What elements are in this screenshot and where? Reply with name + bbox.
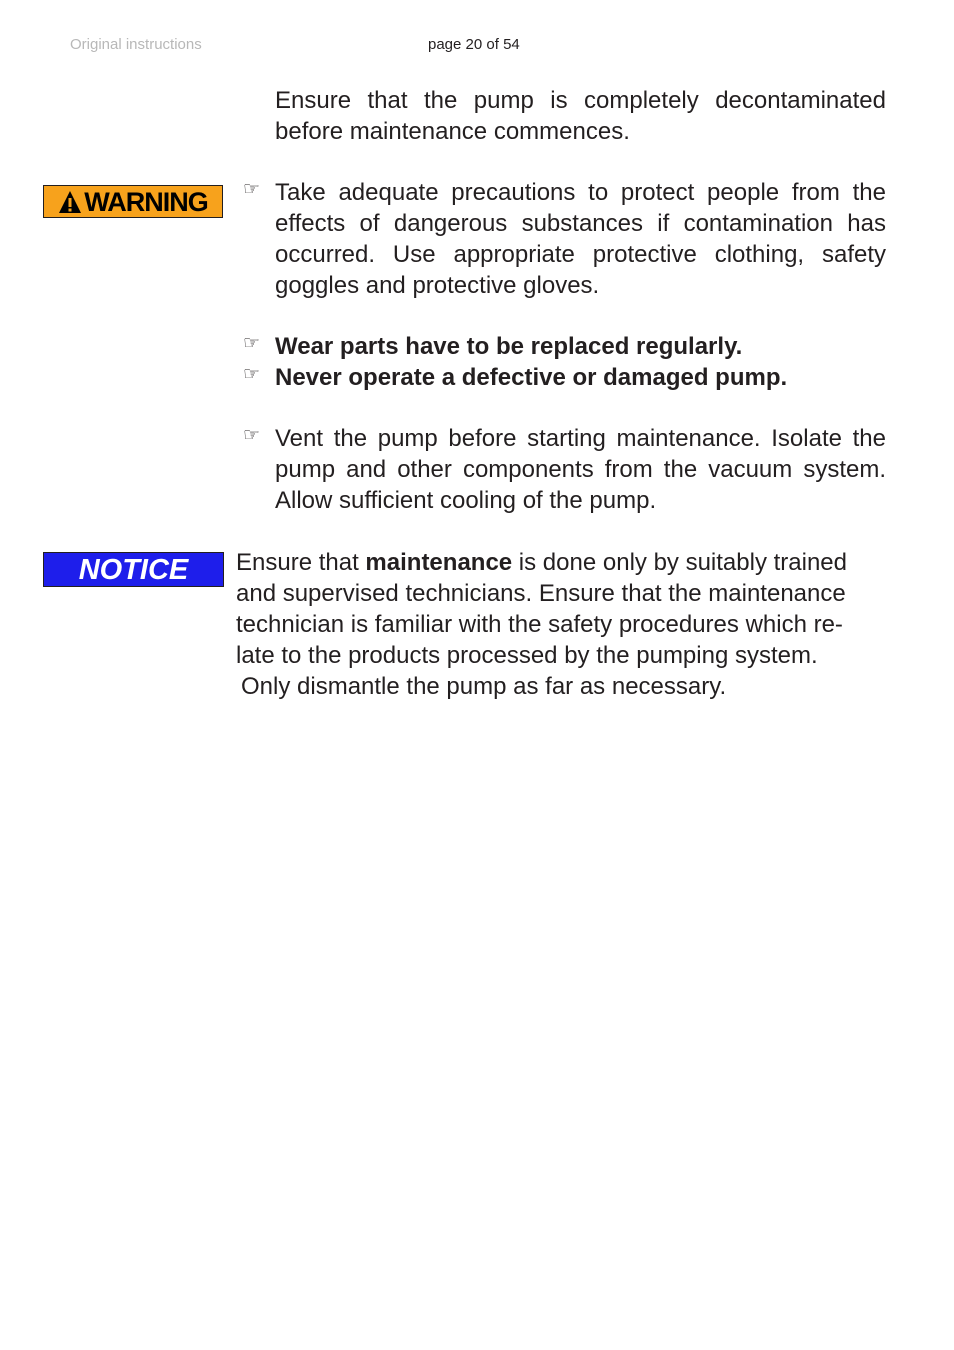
- pointing-hand-icon: ☞: [243, 424, 261, 446]
- page-number: page 20 of 54: [428, 36, 520, 53]
- notice-line-3: technician is familiar with the safety procedures which re-: [236, 611, 843, 638]
- pointing-hand-icon: ☞: [243, 332, 261, 354]
- notice-line-4: late to the products processed by the pumping system.: [236, 642, 818, 669]
- list-item: [243, 423, 886, 516]
- list-item: [243, 177, 886, 301]
- intro-paragraph: Ensure that the pump is completely decontaminated before maintenance commences.: [275, 87, 886, 145]
- list-item: [243, 362, 886, 393]
- bullet-text: Take adequate precautions to protect people from the effects of dangerous substances if contamination has occurred. Use appropriate protective clothing, safety goggles and protective gloves.: [275, 179, 886, 299]
- pointing-hand-icon: ☞: [243, 363, 261, 385]
- bullet-text: Vent the pump before starting maintenance. Isolate the pump and other components from the vacuum system. Allow sufficient cooling of the pump.: [275, 425, 886, 514]
- warning-label-text: WARNING: [84, 186, 208, 217]
- notice-paragraph: [236, 547, 896, 702]
- pointing-hand-icon: ☞: [243, 178, 261, 200]
- page-header-left: Original instructions: [70, 36, 202, 53]
- notice-label-text: NOTICE: [78, 553, 189, 586]
- list-item: [243, 331, 886, 362]
- warning-label: [43, 185, 223, 218]
- notice-label: [43, 552, 224, 587]
- notice-line-2: and supervised technicians. Ensure that the maintenance: [236, 580, 846, 607]
- notice-line-5: Only dismantle the pump as far as necessary.: [241, 673, 727, 700]
- bullet-text: Never operate a defective or damaged pump.: [275, 364, 788, 391]
- bullet-text: Wear parts have to be replaced regularly.: [275, 333, 743, 360]
- warning-triangle-icon: [58, 190, 82, 214]
- notice-line-1: Ensure that maintenance is done only by suitably trained: [236, 549, 848, 576]
